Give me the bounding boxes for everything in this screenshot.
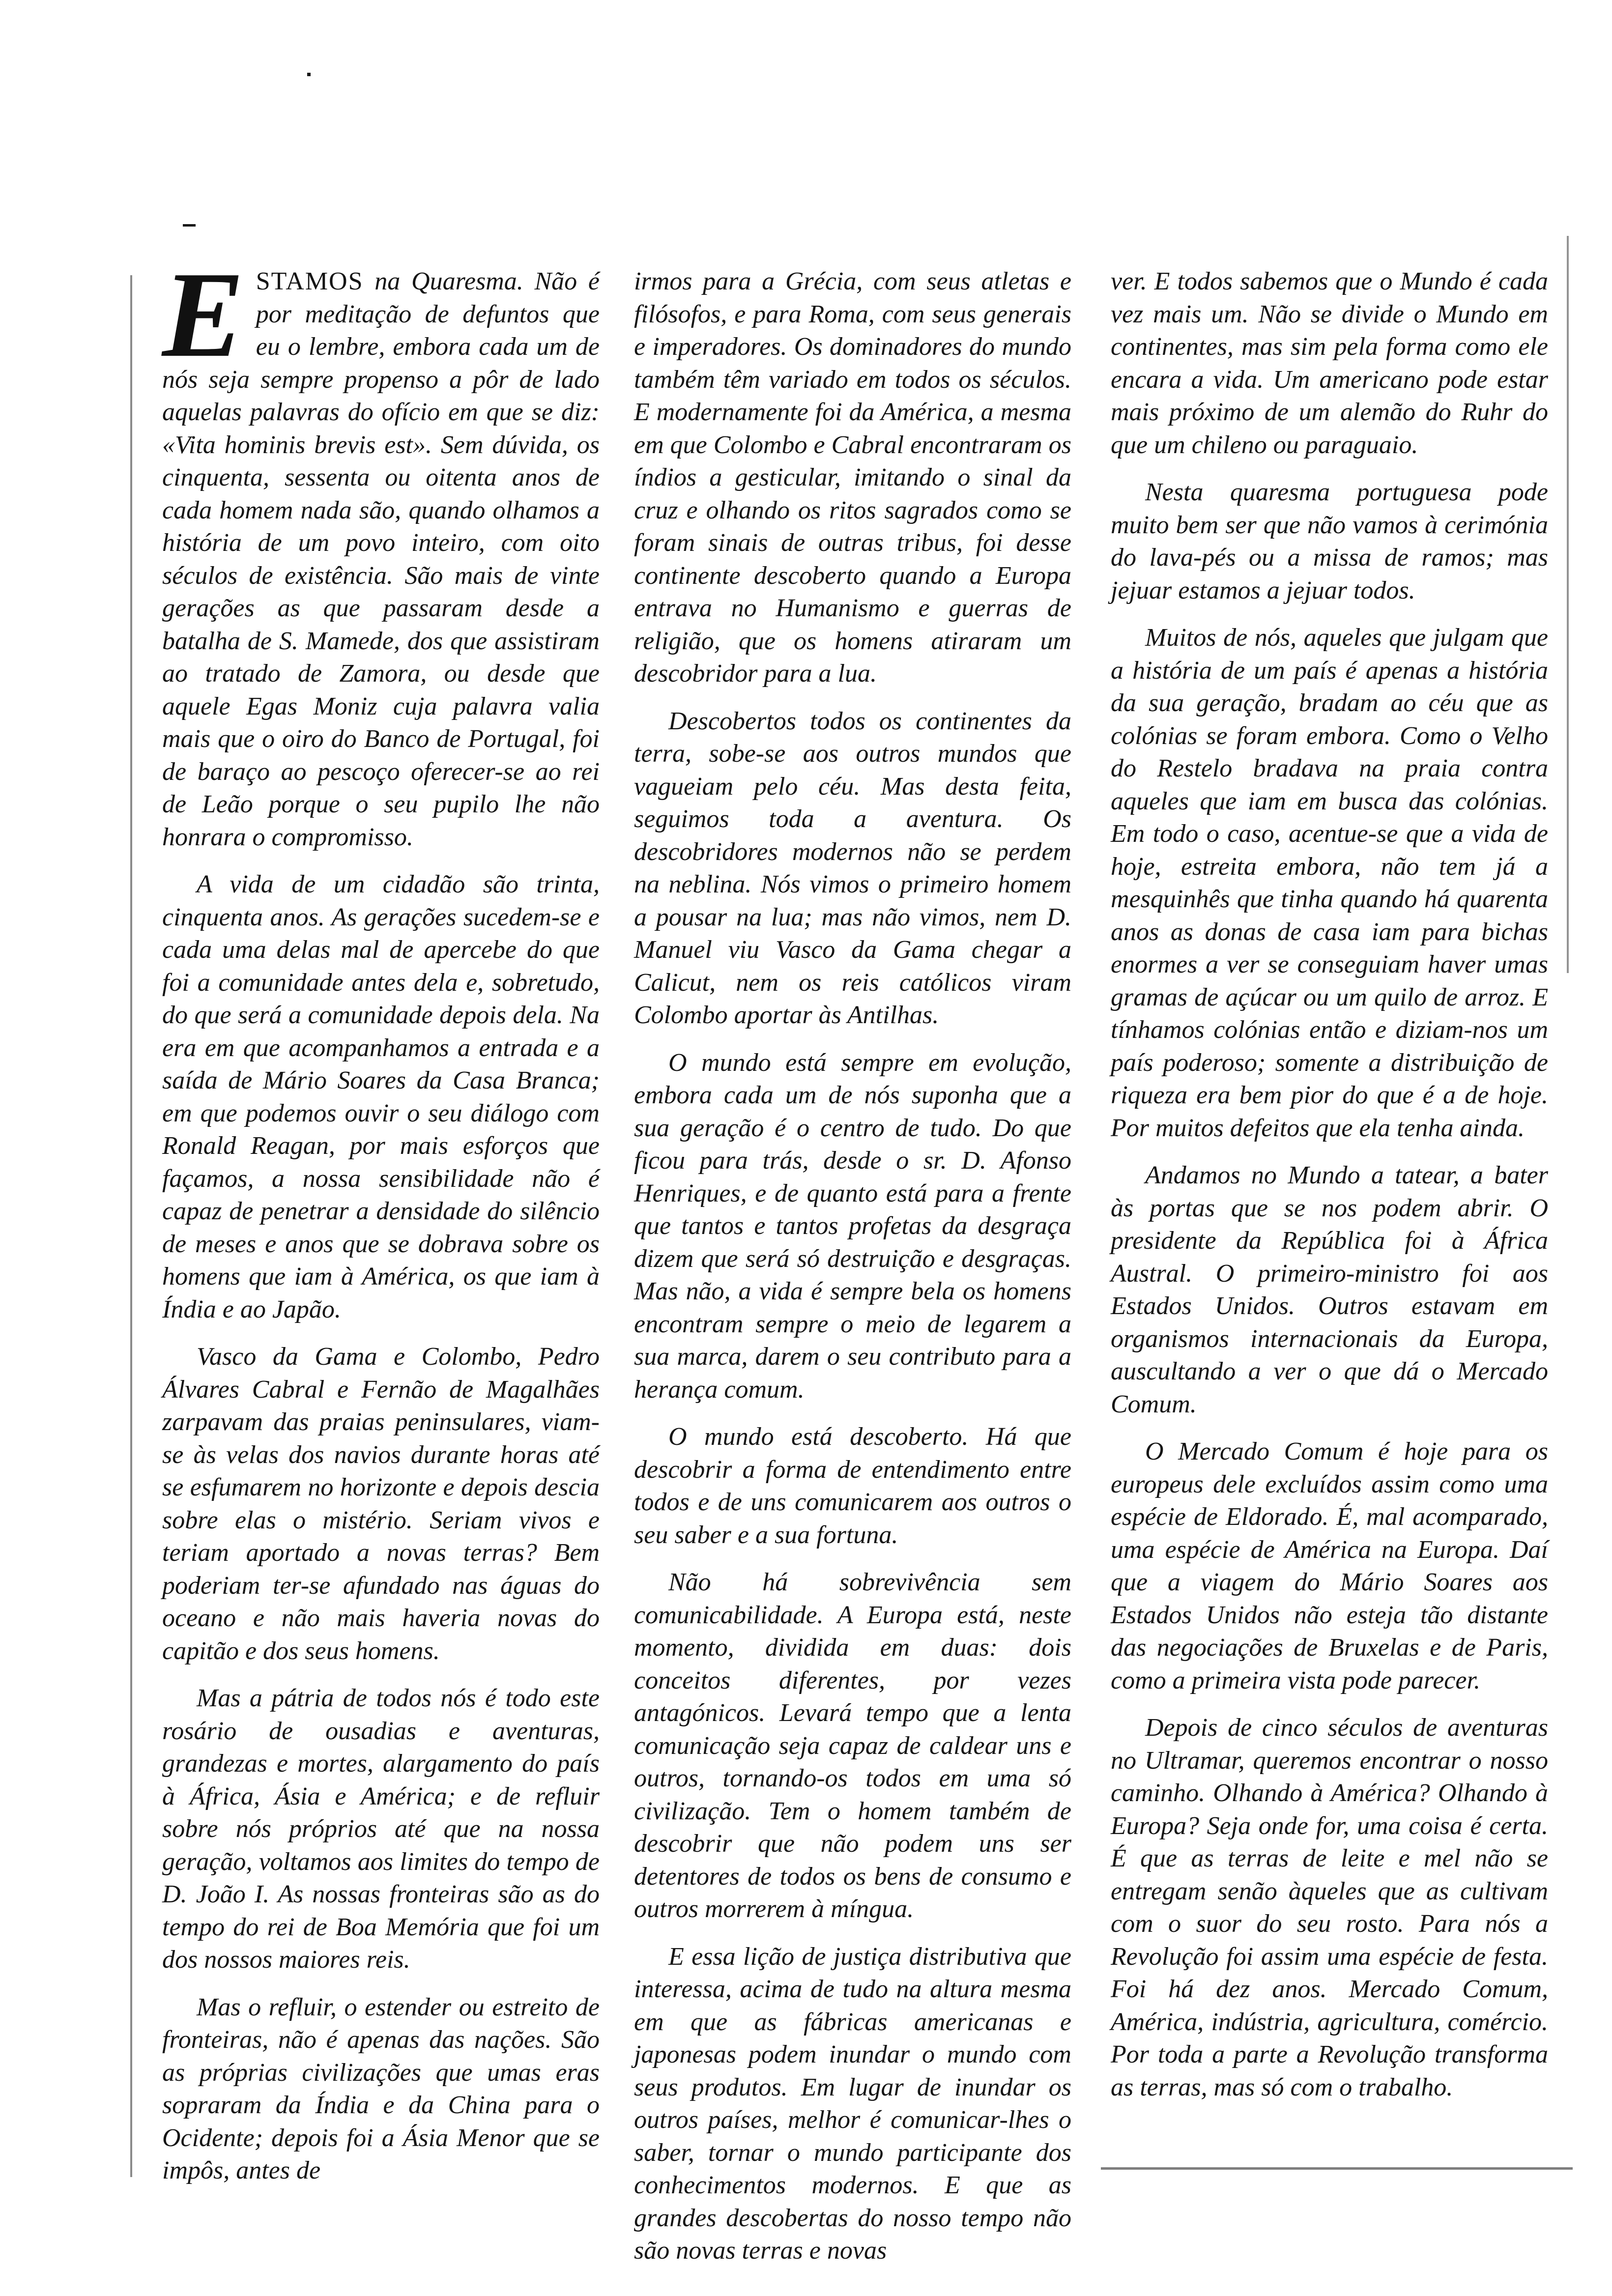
scan-speck	[183, 224, 196, 227]
paragraph: Andamos no Mundo a tatear, a bater às portas que se nos podem abrir. O presidente da República foi à África Austral. O primeiro-ministro foi aos Estados Unidos. Outros estavam em organismos internacionais da Europa, auscultando a ver o que dá o Mercado Comum.	[1111, 1161, 1548, 1418]
drop-cap: E	[162, 247, 244, 383]
paragraph: Mas o refluir, o estender ou estreito de fronteiras, não é apenas das nações. São as próprias civilizações que umas eras sopraram da Índia e da China para o Ocidente; depois foi a Ásia Menor que se impôs, antes de	[162, 1993, 600, 2184]
paragraph: E essa lição de justiça distributiva que interessa, acima de tudo na altura mesma em que as fábricas americanas e japonesas podem inundar o mundo com seus produtos. Em lugar de inundar os outros países, melhor é comunicar-lhes o saber, tornar o mundo participante dos conhecimentos modernos. E que as grandes descobertas do nosso tempo não são novas terras e novas	[634, 1942, 1071, 2265]
left-margin-rule	[130, 275, 132, 2177]
lead-text: na Quaresma. Não é por meditação de defuntos que eu o lembre, embora cada um de nós seja sempre propenso a pôr de lado aquelas palavras do ofício em que se diz: «Vita hominis brevis est». Sem dúvida, os cinquenta, sessenta ou oitenta anos de cada homem nada são, quando olhamos a história de um povo inteiro, com oito séculos de existência. São mais de vinte gerações as que passaram desde a batalha de S. Mamede, dos que assistiram ao tratado de Zamora, ou desde que aquele Egas Moniz cuja palavra valia mais que o oiro do Banco de Portugal, foi de baraço ao pescoço oferecer-se ao rei de Leão porque o seu pupilo lhe não honrara o compromisso.	[162, 267, 600, 851]
paragraph: Vasco da Gama e Colombo, Pedro Álvares Cabral e Fernão de Magalhães zarpavam das praias peninsulares, viam-se às velas dos navios durante horas até se esfumarem no horizonte e depois descia sobre elas o mistério. Seriam vivos e teriam aportado a novas terras? Bem poderiam ter-se afundado nas águas do oceano e não mais haveria novas do capitão e dos seus homens.	[162, 1343, 600, 1665]
paragraph: Nesta quaresma portuguesa pode muito bem ser que não vamos à cerimónia do lava-pés ou a missa de ramos; mas jejuar estamos a jejuar todos.	[1111, 478, 1548, 604]
paragraph: O mundo está descoberto. Há que descobrir a forma de entendimento entre todos e de uns comunicarem aos outros o seu saber e a sua fortuna.	[634, 1423, 1071, 1549]
right-margin-rule	[1567, 236, 1569, 973]
bottom-rule	[1101, 2167, 1573, 2170]
paragraph: Muitos de nós, aqueles que julgam que a história de um país é apenas a história da sua geração, bradam ao céu que as colónias se foram embora. Como o Velho do Restelo bradava na praia contra aqueles que iam em busca das colónias. Em todo o caso, acentue-se que a vida de hoje, estreita embora, não tem já a mesquinhês que tinha quando há quarenta anos as donas de casa iam para bichas enormes a ver se conseguiam haver umas gramas de açúcar ou um quilo de arroz. E tínhamos colónias então e diziam-nos um país poderoso; somente a distribuição de riqueza era bem pior do que é a de hoje. Por muitos defeitos que ela tenha ainda.	[1111, 624, 1548, 1142]
scan-speck	[307, 73, 311, 76]
paragraph: O Mercado Comum é hoje para os europeus dele excluídos assim como uma espécie de Eldorado. É, mal acomparado, uma espécie de América na Europa. Daí que a viagem do Mário Soares aos Estados Unidos não esteja tão distante das negociações de Bruxelas e de Paris, como a primeira vista pode parecer.	[1111, 1437, 1548, 1694]
paragraph: Mas a pátria de todos nós é todo este rosário de ousadias e aventuras, grandezas e mortes, alargamento do país à África, Ásia e América; e de refluir sobre nós próprios até que na nossa geração, voltamos aos limites do tempo de D. João I. As nossas fronteiras são as do tempo do rei de Boa Memória que foi um dos nossos maiores reis.	[162, 1684, 600, 1974]
article-column-3	[1111, 265, 1548, 2119]
paragraph: irmos para a Grécia, com seus atletas e filósofos, e para Roma, com seus generais e imperadores. Os dominadores do mundo também têm variado em todos os séculos. E modernamente foi da América, a mesma em que Colombo e Cabral encontraram os índios a gesticular, imitando o sinal da cruz e olhando os ritos sagrados como se foram sinais de outras tribus, foi desse continente descoberto quando a Europa entrava no Humanismo e guerras de religião, que os homens atiraram um descobridor para a lua.	[634, 267, 1071, 688]
paragraph: Não há sobrevivência sem comunicabilidade. A Europa está, neste momento, dividida em duas: dois conceitos diferentes, por vezes antagónicos. Levará tempo que a lenta comunicação seja capaz de caldear uns e outros, tornando-os todos em uma só civilização. Tem o homem também de descobrir que não podem uns ser detentores de todos os bens de consumo e outros morrerem à míngua.	[634, 1568, 1071, 1923]
article-column-2	[634, 265, 1071, 2282]
article-column-1	[162, 247, 600, 2202]
paragraph	[162, 247, 600, 854]
paragraph: O mundo está sempre em evolução, embora cada um de nós suponha que a sua geração é o centro de tudo. Do que ficou para trás, desde o sr. D. Afonso Henriques, e de quanto está para a frente que tantos e tantos profetas da desgraça dizem que será só destruição e desgraças. Mas não, a vida é sempre bela os homens encontram sempre o meio de legarem a sua marca, darem o seu contributo para a herança comum.	[634, 1048, 1071, 1404]
paragraph: A vida de um cidadão são trinta, cinquenta anos. As gerações sucedem-se e cada uma delas mal de apercebe do que foi a comunidade antes dela e, sobretudo, do que será a comunidade depois dela. Na era em que acompanhamos a entrada e a saída de Mário Soares da Casa Branca; em que podemos ouvir o seu diálogo com Ronald Reagan, por mais esforços que façamos, a nossa sensibilidade não é capaz de penetrar a densidade do silêncio de meses e anos que se dobrava sobre os homens que iam à América, os que iam à Índia e ao Japão.	[162, 870, 600, 1323]
paragraph: ver. E todos sabemos que o Mundo é cada vez mais um. Não se divide o Mundo em continentes, mas sim pela forma como ele encara a vida. Um americano pode estar mais próximo de um alemão do Ruhr do que um chileno ou paraguaio.	[1111, 267, 1548, 459]
paragraph: Depois de cinco séculos de aventuras no Ultramar, queremos encontrar o nosso caminho. Olhando à América? Olhando à Europa? Seja onde for, uma coisa é certa. É que as terras de leite e mel não se entregam senão àqueles que as cultivam com o suor do seu rosto. Para nós a Revolução foi assim uma espécie de festa. Foi há dez anos. Mercado Comum, América, indústria, agricultura, comércio. Por toda a parte a Revolução transforma as terras, mas só com o trabalho.	[1111, 1714, 1548, 2101]
paragraph: Descobertos todos os continentes da terra, sobe-se aos outros mundos que vagueiam pelo céu. Mas desta feita, seguimos toda a aventura. Os descobridores modernos não se perdem na neblina. Nós vimos o primeiro homem a pousar na lua; mas não vimos, nem D. Manuel viu Vasco da Gama chegar a Calicut, nem os reis católicos viram Colombo aportar às Antilhas.	[634, 707, 1071, 1029]
lead-smallcaps: STAMOS	[256, 267, 364, 295]
